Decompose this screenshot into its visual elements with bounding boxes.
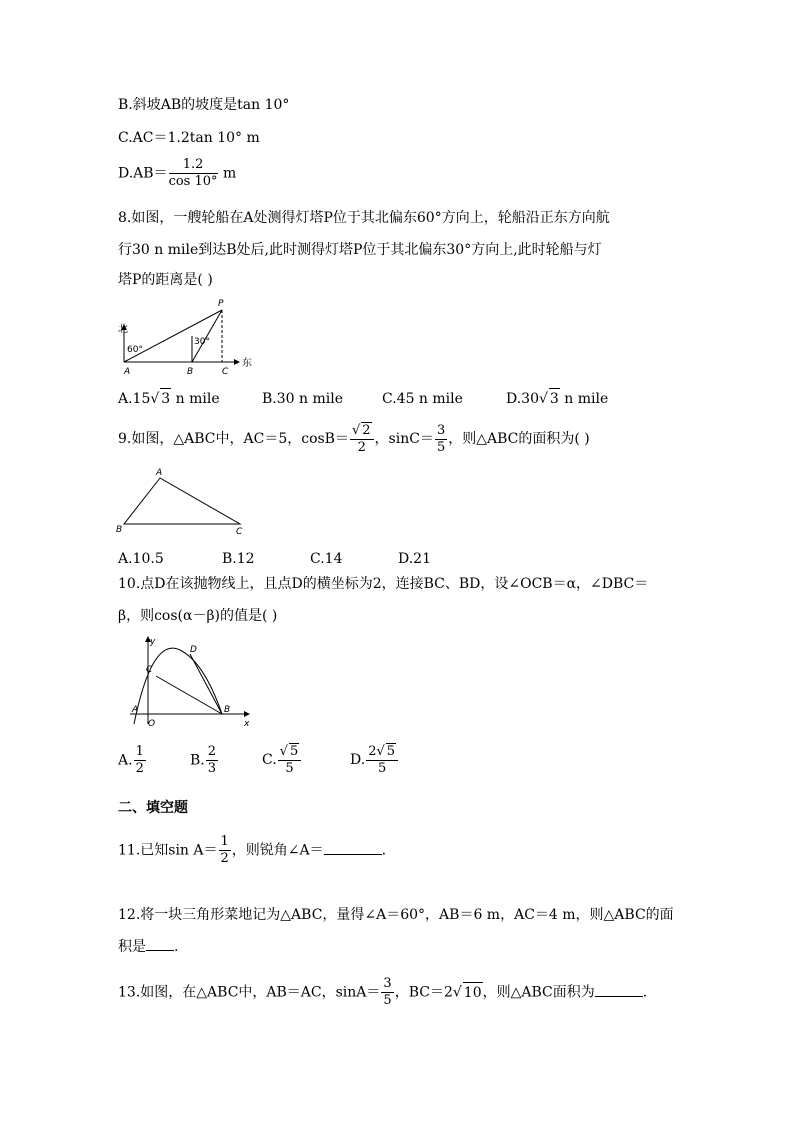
answer-blank bbox=[146, 950, 174, 951]
q10-option-b: B. $\frac{2}{3}$ bbox=[190, 743, 217, 776]
q8-stem-line1: 8.如图，一艘轮船在A处测得灯塔P位于其北偏东60°方向上，轮船沿正东方向航 bbox=[118, 210, 610, 226]
point-a-label: A bbox=[132, 705, 139, 715]
point-a-label: A bbox=[156, 468, 163, 478]
fraction: $\frac{√ 2}{2}$ bbox=[350, 422, 374, 456]
q8-stem-line2: 行30 n mile到达B处后,此时测得灯塔P位于其北偏东30°方向上,此时轮船与灯 bbox=[118, 242, 602, 258]
q9-option-d: D.21 bbox=[398, 551, 431, 567]
q12-stem-line2: 积是 . bbox=[118, 939, 179, 955]
q10-option-d: D. $\frac{2√ 5}{5}$ bbox=[350, 743, 399, 777]
point-c-label: C bbox=[236, 527, 243, 537]
q9-option-a: A.10.5 bbox=[118, 551, 164, 567]
q9-option-b: B.12 bbox=[222, 551, 255, 567]
point-p-label: P bbox=[218, 299, 224, 309]
point-a-label: A bbox=[124, 367, 131, 377]
east-label: 东 bbox=[242, 358, 252, 369]
q11-stem: 11.已知sin A＝ $\frac{1}{2}$ ，则锐角∠A＝ . bbox=[118, 834, 387, 866]
q10-option-a: A. $\frac{1}{2}$ bbox=[118, 743, 144, 776]
q8-option-a: A.15√ 3 n mile bbox=[118, 388, 262, 409]
q8-option-c: C.45 n mile bbox=[382, 391, 463, 407]
point-b-label: B bbox=[116, 525, 123, 535]
q9-stem: 9.如图，△ABC中，AC＝5，cosB＝ $\frac{√ 2}{2}$ ，sinC＝ $\frac{3}{5}$ ，则△ABC的面积为( ) bbox=[118, 422, 590, 455]
angle-60-label: 60° bbox=[127, 345, 143, 355]
answer-blank bbox=[595, 996, 643, 997]
fraction: $\frac{1.2}{\cos 10^\circ}$ bbox=[168, 157, 218, 189]
q9-options bbox=[118, 549, 431, 569]
q10-stem-line2: β，则cos(α－β)的值是( ) bbox=[118, 608, 278, 624]
q7-option-d: D.AB＝ $\frac{1.2}{\cos 10^\circ}$ m bbox=[118, 157, 237, 189]
q10-stem-line1: 10.点D在该抛物线上，且点D的横坐标为2，连接BC、BD，设∠OCB＝α，∠DBC＝ bbox=[118, 576, 649, 592]
fraction: $\frac{1}{2}$ bbox=[220, 834, 229, 866]
q10-options bbox=[118, 743, 399, 777]
point-c-label: C bbox=[222, 367, 229, 377]
point-b-label: B bbox=[224, 705, 231, 715]
q8-stem-line3: 塔P的距离是( ) bbox=[118, 272, 213, 288]
x-axis-label: x bbox=[244, 719, 250, 729]
answer-blank bbox=[324, 854, 382, 855]
angle-30-label: 30° bbox=[194, 337, 210, 347]
q9-option-c: C.14 bbox=[310, 551, 343, 567]
q9-figure bbox=[112, 466, 252, 538]
point-b-label: B bbox=[187, 367, 194, 377]
fraction: $\frac{3}{5}$ bbox=[383, 976, 392, 1008]
q7-option-c: C.AC＝1.2tan 10° m bbox=[118, 130, 260, 146]
y-axis-label: y bbox=[150, 637, 156, 647]
point-d-label: D bbox=[190, 645, 197, 655]
origin-label: O bbox=[148, 719, 156, 729]
q8-option-b: B.30 n mile bbox=[262, 391, 343, 407]
q7-option-b: B.斜坡AB的坡度是tan 10° bbox=[118, 97, 290, 113]
q10-figure bbox=[120, 632, 260, 728]
q12-stem-line1: 12.将一块三角形菜地记为△ABC，量得∠A＝60°，AB＝6 m，AC＝4 m，则△ABC的面 bbox=[118, 907, 674, 923]
q8-figure bbox=[110, 296, 250, 378]
q13-stem: 13.如图，在△ABC中，AB＝AC，sinA＝ $\frac{3}{5}$ ，BC＝2√ 10，则△ABC面积为 . bbox=[118, 976, 648, 1008]
q8-options bbox=[118, 388, 608, 409]
north-label: 北 bbox=[118, 324, 128, 335]
fraction: $\frac{3}{5}$ bbox=[436, 422, 446, 455]
q10-option-c: C. $\frac{√ 5}{5}$ bbox=[262, 743, 350, 777]
q8-option-d: D.30√ 3 n mile bbox=[506, 388, 608, 409]
point-c-label: C bbox=[146, 665, 153, 675]
section-heading-fill-blank: 二、填空题 bbox=[118, 800, 188, 816]
